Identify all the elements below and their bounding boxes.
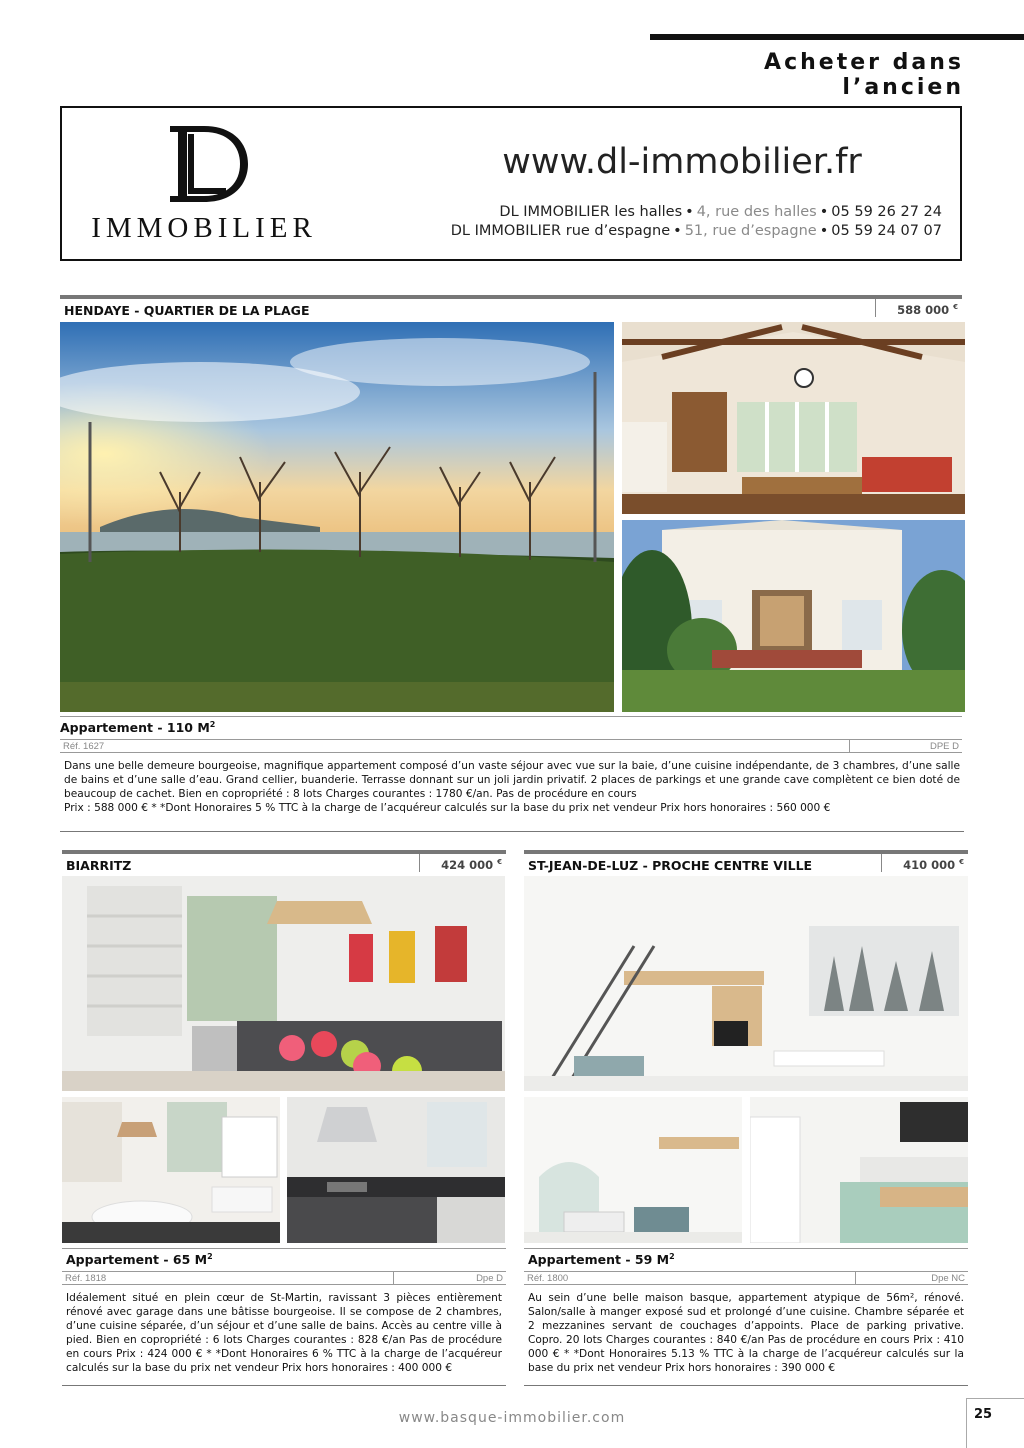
listing-dpe: Dpe NC <box>931 1273 965 1284</box>
listing-dpe: DPE D <box>929 741 959 752</box>
listing-description: Dans une belle demeure bourgeoise, magnifique appartement composé d’un vaste séjour avec vue sur la baie, d’une cuisine indépendante, de 3 chambres, d’une salle de bains et d’une salle d’eau. Grand cellier, buanderie. Terrasse donnant sur un joli jardin privatif. 2 places de parkings et une grande cave complètent ce bien doté de beaucoup de cachet. Bien en copropriété : 8 lots Charges courantes : 1780 €/an. Pas de procédure en cours Prix : 588 000 € * *Dont Honoraires 5 % TTC à la charge de l’acquéreur calculés sur la base du prix net vendeur Prix hors honoraires : 560 000 € <box>60 758 964 832</box>
page-number-box <box>966 1398 1024 1448</box>
bullet-icon: • <box>685 204 694 220</box>
agency-phone: 05 59 26 27 24 <box>831 204 942 220</box>
logo-text: IMMOBILIER <box>91 212 317 244</box>
photo-kitchen-saint-jean <box>750 1097 968 1243</box>
listing-ref: Réf. 1818 <box>62 1272 394 1284</box>
agency-phone: 05 59 24 07 07 <box>831 223 942 239</box>
listing-description: Idéalement situé en plein cœur de St-Martin, ravissant 3 pièces entièrement rénové avec garage dans une bâtisse bourgeoise. Il se compose de 2 chambres, d’une cuisine séparée, d’un séjour et d’une salle de bains. Accès au centre ville à pied. Bien en copropriété : 6 lots Charges courantes : 828 €/an Pas de procédure en cours Prix : 424 000 € * *Dont Honoraires 6 % TTC à la charge de l’acquéreur calculés sur la base du prix net vendeur Prix hors honoraires : 400 000 € <box>62 1290 506 1386</box>
agency-name: DL IMMOBILIER les halles <box>499 204 683 220</box>
photo-garden-sunset <box>60 322 614 712</box>
listing-city: ST-JEAN-DE-LUZ - PROCHE CENTRE VILLE <box>524 854 882 872</box>
dl-logo-icon <box>162 122 252 206</box>
section-title: Acheter dans l’ancien <box>764 50 964 100</box>
agency-address: 4, rue des halles <box>696 204 817 220</box>
listing-description: Au sein d’une belle maison basque, appartement atypique de 56m², rénové. Salon/salle à manger exposé sud et prolongé d’une cuisine. Chambre séparée et 2 mezzanines servant de couchages d’appoints. Place de parking privative. Copro. 20 lots Charges courantes : 840 €/an Pas de procédure en cours Prix : 410 000 € * *Dont Honoraires 5.13 % TTC à la charge de l’acquéreur calculés sur la base du prix net vendeur Prix hors honoraires : 390 000 € <box>524 1290 968 1386</box>
listing-type: Appartement - 65 $M^2$ <box>62 1248 506 1267</box>
page-number: 25 <box>974 1407 993 1422</box>
listing-ref-row <box>524 1271 968 1285</box>
listing-ref-row <box>62 1271 506 1285</box>
agency-advert <box>60 106 962 261</box>
listing-price: 424 000 € <box>441 858 502 872</box>
agency-url[interactable]: www.dl-immobilier.fr <box>502 142 862 182</box>
photo-living-room <box>622 322 965 514</box>
listing-price: 588 000 € <box>897 303 958 317</box>
agency-line-2 <box>382 223 942 239</box>
photo-dining-biarritz <box>62 1097 280 1243</box>
bullet-icon: • <box>819 204 829 220</box>
photo-mezzanine-living <box>524 876 968 1091</box>
listing-ref-row <box>60 739 962 753</box>
listing-city: HENDAYE - QUARTIER DE LA PLAGE <box>60 299 876 317</box>
listing-city: BIARRITZ <box>62 854 420 872</box>
photo-living-arch <box>524 1097 742 1243</box>
photo-salon-biarritz <box>62 876 505 1091</box>
listing-dpe: Dpe D <box>476 1273 503 1284</box>
footer-url[interactable]: www.basque-immobilier.com <box>398 1410 626 1426</box>
listing-header-hendaye <box>60 295 962 317</box>
photo-house-garden <box>622 520 965 712</box>
header-rule <box>650 34 1024 40</box>
listing-header-saint-jean-de-luz <box>524 850 968 872</box>
agency-name: DL IMMOBILIER rue d’espagne <box>450 223 671 239</box>
listing-type: Appartement - 59 $M^2$ <box>524 1248 968 1267</box>
agency-address: 51, rue d’espagne <box>684 223 817 239</box>
listing-header-biarritz <box>62 850 506 872</box>
bullet-icon: • <box>819 223 829 239</box>
bullet-icon: • <box>673 223 682 239</box>
listing-ref: Réf. 1627 <box>60 740 850 752</box>
listing-price: 410 000 € <box>903 858 964 872</box>
listing-ref: Réf. 1800 <box>524 1272 856 1284</box>
photo-kitchen-biarritz <box>287 1097 505 1243</box>
listing-type: Appartement - 110 $M^2$ <box>60 716 962 735</box>
agency-line-1 <box>382 204 942 220</box>
